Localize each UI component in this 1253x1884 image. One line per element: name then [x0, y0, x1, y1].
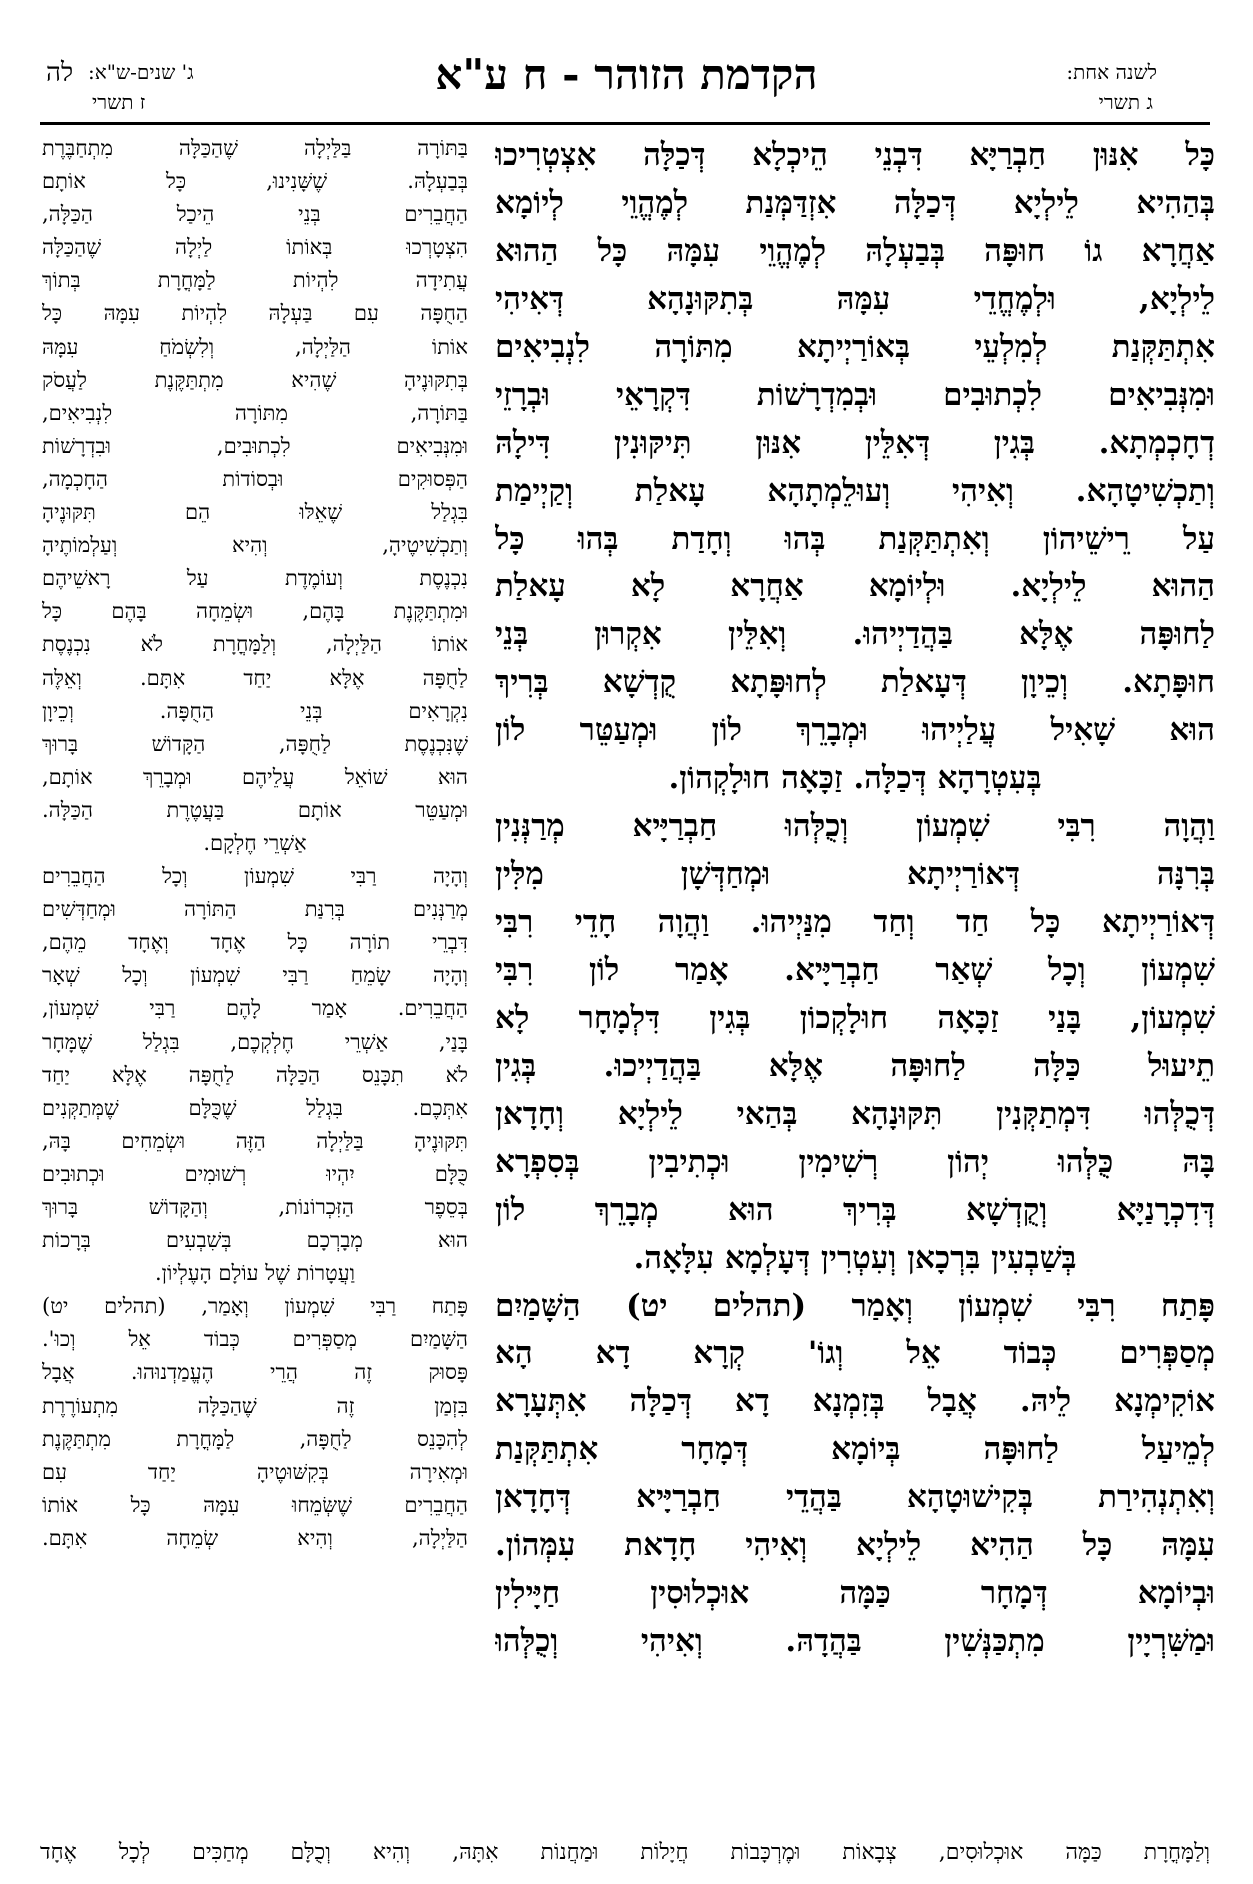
main-text-line: מְסַפְּרִים כְּבוֹד אֵל וְגוֹ' קְרָא דָא הָא [495, 1335, 1215, 1372]
main-text-line: תֵיעוּל כַּלָּה לַחוּפָּה אֶלָּא בַּהֲדַיְיכוּ. בְּגִין [495, 1047, 1215, 1084]
main-text-line: לְמֵיעַל לַחוּפָּה בְּיוֹמָא דְּמָחָר אִתְתַּקְּנַת [495, 1431, 1215, 1468]
side-text-line: הִצְטָרְכוּ בְּאוֹתוֹ לַיְלָה שֶׁהַכַּלָּה [42, 235, 468, 260]
side-text-line: בַּתּוֹרָה, מִתּוֹרָה לִנְבִיאִים, [42, 400, 468, 425]
side-text-line: מְרַנְּנִים בְּרִנַּת הַתּוֹרָה וּמְחַדְּשִׁים [42, 897, 468, 922]
side-text-line: וְהָיָה שָׂמֵחַ רַבִּי שִׁמְעוֹן וְכָל שְׁאָר [42, 963, 468, 988]
main-text-line: שִׁמְעוֹן, בָּנַי זַכָּאָה חוּלָקְכוֹן בְּגִין דִּלְמָחָר לָא [495, 999, 1215, 1036]
side-text-line: פָּתַח רַבִּי שִׁמְעוֹן וְאָמַר, (תהלים יט) [42, 1294, 468, 1319]
side-text-line: פָּסוּק זֶה הֲרֵי הֶעֱמַדְנוּהוּ. אֲבָל [42, 1360, 468, 1385]
schedule-three-years-date: ז תשרי [92, 90, 146, 114]
main-text-line: שִׁמְעוֹן וְכָל שְׁאַר חַבְרַיָּיא. אָמַר לוֹן רִבִּי [495, 951, 1215, 988]
side-text-line: אוֹתוֹ הַלַּיְלָה, וְלַמָּחֳרָת לֹא נִכְנֶסֶת [42, 632, 468, 657]
side-text-line: עֲתִידָה לִהְיוֹת לַמָּחֳרָת בְּתוֹךְ [42, 268, 468, 293]
side-text-line: בְּבַעְלָהּ. שֶׁשָּׁנִינוּ, כָּל אוֹתָם [42, 169, 468, 194]
main-text-line: וְאִתְנְהִירַת בְּקִישׁוּטָהָא בַּהֲדֵי חַבְרַיָּיא דְּחָדָאן [495, 1479, 1215, 1516]
main-text-line: הוּא שָׁאִיל עֲלַיְיהוּ וּמְבָרֵךְ לוֹן וּמְעַטֵּר לוֹן [495, 712, 1215, 749]
schedule-one-year-date: ג תשרי [1098, 90, 1153, 114]
main-text-line: דְחָכְמְתָא. בְּגִין דְּאִלֵּין אִנּוּן תִּיקּוּנִין דִּילָהּ [495, 424, 1215, 461]
main-text-line: הַהוּא לֵילְיָא. וּלְיוֹמָא אַחֲרָא לָא עָאלַת [495, 568, 1215, 605]
side-text-line: הַפְּסוּקִים וּבְסוֹדוֹת הַחָכְמָה, [42, 466, 468, 491]
bottom-continuation-line: וְלַמָּחֳרָת כַּמָּה אוּכְלוּסִים, צְבָאוֹת וּמֶרְכָּבוֹת חֲיָלוֹת וּמַחֲנוֹת אִתָּהּ, וְהִיא וְכֻלָּם מְחַכִּים לְכָל אֶחָד [40, 1840, 1210, 1865]
main-text-line: דְּדִכְרָנַיָּא וְקֻדְשָׁא בְּרִיךְ הוּא מְבָרֵךְ לוֹן [495, 1191, 1215, 1228]
main-text-line: וְתַכְשִׁיטָהָא. וְאִיהִי וְעוּלֵמְתָהָא עָאלַת וְקַיְימַת [495, 472, 1215, 509]
side-text-line: הַחֻפָּה עִם בַּעְלָהּ לִהְיוֹת עִמָּהּ כָּל [42, 301, 468, 326]
side-text-line: אִתְּכֶם. בִּגְלַל שֶׁכֻּלָּם שֶׁמְּתַקְּנִים [42, 1095, 468, 1120]
side-text-line: לְהִכָּנֵס לַחֻפָּה, לַמָּחֳרָת מִתְתַּקֶּנֶת [42, 1426, 468, 1451]
main-text-line: בְּשַׁבְעִין בִּרְכָאן וְעִטְרִין דְּעָלְמָא עִלָּאָה. [633, 1239, 1077, 1276]
side-text-line: הַשָּׁמַיִם מְסַפְּרִים כְּבוֹד אֵל וְכוּ'. [42, 1327, 468, 1352]
main-text-line: אַחֲרָא גוֹ חוּפָּה בְּבַעְלָהּ לְמֶהֱוֵי עִמָּהּ כָּל הַהוּא [495, 232, 1215, 269]
page-title: הקדמת הזוהר - ח ע"א [435, 50, 818, 99]
main-text-line: דְּכֻלְּהוּ דִּמְתַקְּנִין תִּקּוּנָהָא בְּהַאי לֵילְיָא וְחָדָאן [495, 1095, 1215, 1132]
header-divider [40, 122, 1210, 125]
side-text-line: בְּתִקּוּנֶיהָ שֶׁהִיא מִתְתַּקֶּנֶת לַעֲסֹק [42, 367, 468, 392]
main-text-line: עַל רֵישֵׁיהוֹן וְאִתְתַּקְּנַת בְּהוּ וְחָדַת בְּהוּ כָּל [495, 520, 1215, 557]
side-text-line: דִּבְרֵי תוֹרָה כָּל אֶחָד וְאֶחָד מֵהֶם, [42, 930, 468, 955]
side-text-line: בְּסֵפֶר הַזִּכְרוֹנוֹת, וְהַקָּדוֹשׁ בָּרוּךְ [42, 1195, 468, 1219]
main-text-line: פָּתַח רִבִּי שִׁמְעוֹן וְאָמַר (תהלים יט) הַשָּׁמַיִם [495, 1287, 1215, 1324]
side-text-line: בָּנַי, אַשְׁרֵי חֶלְקְכֶם, בִּגְלַל שֶׁמָּחָר [42, 1029, 468, 1054]
side-text-line: וּמִתְתַּקֶּנֶת בָּהֶם, וּשְׂמֵחָה בָּהֶם כָּל [42, 599, 468, 624]
side-text-line: לַחֻפָּה אֶלָּא יַחַד אִתָּם. וְאֵלֶּה [42, 665, 468, 690]
main-text-line: עִמָּהּ כָּל הַהִיא לֵילְיָא וְאִיהִי חָדָאת עִמְּהוֹן. [495, 1527, 1215, 1564]
schedule-three-years-label: ג' שנים-ש"א: [88, 60, 194, 84]
side-text-line: וּמְעַטֵּר אוֹתָם בַּעֲטֶרֶת הַכַּלָּה. [42, 797, 468, 822]
side-text-line: הוּא מְבָרְכָם בְּשִׁבְעִים בְּרָכוֹת [42, 1228, 468, 1253]
side-text-line: וּמִנְּבִיאִים לִכְתוּבִים, וּבִדְרָשׁוֹת [42, 433, 468, 458]
page-number: לה [46, 58, 74, 88]
side-text-line: נִכְנֶסֶת וְעוֹמֶדֶת עַל רָאשֵׁיהֶם [42, 566, 468, 591]
side-text-line: הוּא שׁוֹאֵל עֲלֵיהֶם וּמְבָרֵךְ אוֹתָם, [42, 764, 468, 789]
side-text-line: וַעֲטָרוֹת שֶׁל עוֹלָם הָעֶלְיוֹן. [154, 1261, 356, 1286]
main-text-line: בָּהּ כֻּלְּהוּ יְהוֹן רְשִׁימִין וּכְתִיבִין בְּסִפְרָא [495, 1143, 1215, 1180]
side-text-line: הַחֲבֵרִים בְּנֵי הֵיכַל הַכַּלָּה, [42, 202, 468, 227]
main-text-line: בְּהַהִיא לֵילְיָא דְּכַלָּה אִזְדַּמְּנַת לְמֶהֱוֵי לְיוֹמָא [495, 184, 1215, 221]
main-text-line: כָּל אִנּוּן חַבְרַיָּא דִּבְנֵי הֵיכְלָא דְּכַלָּה אִצְטְרִיכוּ [495, 137, 1215, 173]
side-text-line: נִקְרָאִים בְּנֵי הַחֻפָּה. וְכֵיוָן [42, 698, 468, 723]
schedule-one-year-label: לשנה אחת: [1066, 60, 1157, 84]
side-text-line: וּמְאִירָה בְּקִשּׁוּטֶיהָ יַחַד עִם [42, 1459, 468, 1484]
main-text-line: בְּרִנָּה דְּאוֹרַיְיתָא וּמְחַדְּשָׁן מִלִּין [495, 856, 1215, 893]
side-text-line: בַּתּוֹרָה בַּלַּיְלָה שֶׁהַכַּלָּה מִתְחַבֶּרֶת [42, 136, 468, 160]
side-text-line: הַחֲבֵרִים. אָמַר לָהֶם רַבִּי שִׁמְעוֹן, [42, 996, 468, 1021]
side-text-line: כֻּלָּם יִהְיוּ רְשׁוּמִים וּכְתוּבִים [42, 1161, 468, 1186]
side-text-line: אוֹתוֹ הַלַּיְלָה, וְלִשְׂמֹחַ עִמָּהּ [42, 334, 468, 359]
side-text-line: אַשְׁרֵי חֶלְקָם. [203, 830, 307, 855]
main-text-line: דְּאוֹרַיְיתָא כָּל חַד וְחַד מִנַּיְיהוּ. וַהֲוָה חָדֵי רִבִּי [495, 904, 1215, 940]
side-text-line: וְתַכְשִׁיטֶיהָ, וְהִיא וְעַלְמוֹתֶיהָ [42, 533, 468, 558]
aramaic-text-column [495, 132, 1215, 1832]
side-text-line: בִּזְמַן זֶה שֶׁהַכַּלָּה מִתְעוֹרֶרֶת [42, 1393, 468, 1418]
main-text-line: לַחוּפָּה אֶלָּא בַּהֲדַיְיהוּ. וְאִלֵּין אִקְרוּן בְּנֵי [495, 616, 1215, 653]
side-text-line: הַחֲבֵרִים שֶׁשְּׂמֵחוּ עִמָּהּ כָּל אוֹתוֹ [42, 1492, 468, 1517]
main-text-line: וּמִנְּבִיאִים לִכְתוּבִים וּבְמִדְרָשׁוֹת דִּקְרָאֵי וּבְרָזֵי [495, 376, 1215, 413]
main-text-line: בְּעִטְרָהָא דְּכַלָּה. זַכָּאָה חוּלָקְהוֹן. [668, 760, 1042, 797]
main-text-line: וּבְיוֹמָא דְּמָחָר כַּמָּה אוּכְלוּסִין חַיָּילִין [495, 1575, 1215, 1612]
side-text-line: וְהָיָה רַבִּי שִׁמְעוֹן וְכָל הַחֲבֵרִים [42, 864, 468, 889]
side-text-line: תִּקּוּנֶיהָ בַּלַּיְלָה הַזֶּה וּשְׂמֵחִים בָּהּ, [42, 1128, 468, 1153]
hebrew-translation-column [42, 132, 468, 1832]
main-text-line: אוֹקִימְנָא לֵיהּ. אֲבָל בְּזִמְנָא דָא דְּכַלָּה אִתְּעָרָא [495, 1383, 1215, 1420]
main-text-line: וּמַשִּׁרְיָין מִתְכַּנְּשִׁין בַּהֲדָהּ. וְאִיהִי וְכֻלְּהוּ [495, 1623, 1215, 1660]
main-text-line: לֵילְיָא, וּלְמֶחֱדֵי עִמָּהּ בְּתִקּוּנָהָא דְּאִיהִי [495, 280, 1215, 317]
side-text-line: בִּגְלַל שֶׁאֵלּוּ הֵם תִּקּוּנֶיהָ [42, 500, 468, 525]
side-text-line: שֶׁנִּכְנֶסֶת לַחֻפָּה, הַקָּדוֹשׁ בָּרוּךְ [42, 731, 468, 756]
main-text-line: וַהֲוָה רִבִּי שִׁמְעוֹן וְכֻלְּהוּ חַבְרַיָּיא מְרַנְּנִין [495, 808, 1215, 845]
side-text-line: לֹא תִכָּנֵס הַכַּלָּה לַחֻפָּה אֶלָּא יַחַד [42, 1062, 468, 1087]
main-text-line: חוּפָּתָא. וְכֵיוָן דְּעָאלַת לְחוּפָּתָא קֻדְשָׁא בְּרִיךְ [495, 664, 1215, 701]
main-text-line: אִתְתַּקְּנַת לְמִלְעֵי בְּאוֹרַיְיתָא מִתּוֹרָה לִנְבִיאִים [495, 328, 1215, 365]
side-text-line: הַלַּיְלָה, וְהִיא שְׂמֵחָה אִתָּם. [42, 1525, 468, 1550]
